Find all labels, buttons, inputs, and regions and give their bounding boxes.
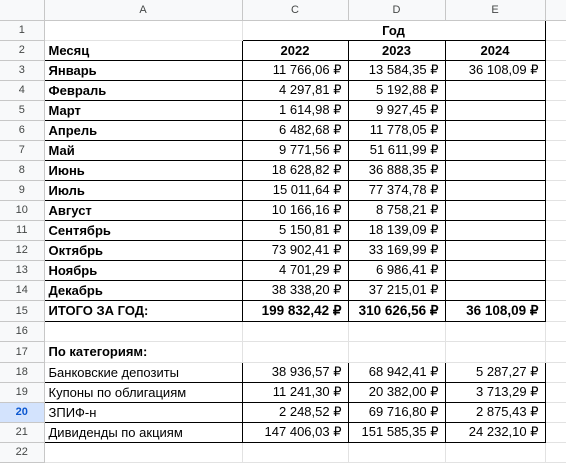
category-value-2023[interactable]: 20 382,00 ₽ bbox=[348, 382, 445, 402]
value-cell-2022[interactable]: 4 297,81 ₽ bbox=[242, 80, 348, 100]
value-cell-2022[interactable]: 4 701,29 ₽ bbox=[242, 260, 348, 280]
row-header[interactable]: 5 bbox=[0, 100, 44, 120]
value-cell-2023[interactable]: 33 169,99 ₽ bbox=[348, 240, 445, 260]
category-section-label[interactable]: По категориям: bbox=[44, 341, 242, 362]
value-cell-2022[interactable]: 15 011,64 ₽ bbox=[242, 180, 348, 200]
month-cell[interactable]: Октябрь bbox=[44, 240, 242, 260]
category-value-2024[interactable]: 3 713,29 ₽ bbox=[445, 382, 545, 402]
row-header[interactable]: 17 bbox=[0, 341, 44, 362]
empty-cell[interactable] bbox=[242, 341, 348, 362]
row-header[interactable]: 22 bbox=[0, 442, 44, 462]
month-cell[interactable]: Август bbox=[44, 200, 242, 220]
row-header-selected[interactable]: 20 bbox=[0, 402, 44, 422]
category-value-2023[interactable]: 151 585,35 ₽ bbox=[348, 422, 445, 442]
category-value-2022[interactable]: 11 241,30 ₽ bbox=[242, 382, 348, 402]
month-cell[interactable]: Апрель bbox=[44, 120, 242, 140]
row-header[interactable]: 2 bbox=[0, 40, 44, 60]
value-cell-2022[interactable]: 5 150,81 ₽ bbox=[242, 220, 348, 240]
row-header[interactable]: 1 bbox=[0, 20, 44, 40]
column-header-c[interactable]: C bbox=[242, 0, 348, 20]
value-cell-2023[interactable]: 8 758,21 ₽ bbox=[348, 200, 445, 220]
empty-cell[interactable] bbox=[445, 442, 545, 462]
row-header[interactable]: 12 bbox=[0, 240, 44, 260]
value-cell-2023[interactable]: 37 215,01 ₽ bbox=[348, 280, 445, 300]
value-cell-2022[interactable]: 10 166,16 ₽ bbox=[242, 200, 348, 220]
category-cell[interactable]: Купоны по облигациям bbox=[44, 382, 242, 402]
empty-cell[interactable] bbox=[242, 442, 348, 462]
row-header[interactable]: 11 bbox=[0, 220, 44, 240]
value-cell-2023[interactable]: 6 986,41 ₽ bbox=[348, 260, 445, 280]
value-cell-2023[interactable]: 9 927,45 ₽ bbox=[348, 100, 445, 120]
month-cell[interactable]: Май bbox=[44, 140, 242, 160]
category-value-2024[interactable]: 24 232,10 ₽ bbox=[445, 422, 545, 442]
value-cell-2024[interactable] bbox=[445, 220, 545, 240]
month-cell[interactable]: Июнь bbox=[44, 160, 242, 180]
value-cell-2024[interactable] bbox=[445, 140, 545, 160]
row-header[interactable]: 14 bbox=[0, 280, 44, 300]
category-value-2022[interactable]: 147 406,03 ₽ bbox=[242, 422, 348, 442]
total-label-cell[interactable]: ИТОГО ЗА ГОД: bbox=[44, 300, 242, 321]
value-cell-2024[interactable] bbox=[445, 200, 545, 220]
value-cell-2023[interactable]: 13 584,35 ₽ bbox=[348, 60, 445, 80]
value-cell-2022[interactable]: 18 628,82 ₽ bbox=[242, 160, 348, 180]
category-value-2023[interactable]: 68 942,41 ₽ bbox=[348, 362, 445, 382]
row-header[interactable]: 21 bbox=[0, 422, 44, 442]
value-cell-2023[interactable]: 18 139,09 ₽ bbox=[348, 220, 445, 240]
empty-cell[interactable] bbox=[348, 442, 445, 462]
value-cell-2024[interactable] bbox=[445, 240, 545, 260]
column-header-overflow bbox=[545, 0, 566, 20]
month-cell[interactable]: Июль bbox=[44, 180, 242, 200]
row-header[interactable]: 7 bbox=[0, 140, 44, 160]
value-cell-2022[interactable]: 11 766,06 ₽ bbox=[242, 60, 348, 80]
category-value-2024[interactable]: 5 287,27 ₽ bbox=[445, 362, 545, 382]
total-cell-2023[interactable]: 310 626,56 ₽ bbox=[348, 300, 445, 321]
empty-cell[interactable] bbox=[348, 341, 445, 362]
value-cell-2023[interactable]: 11 778,05 ₽ bbox=[348, 120, 445, 140]
month-cell[interactable]: Ноябрь bbox=[44, 260, 242, 280]
category-cell[interactable]: Дивиденды по акциям bbox=[44, 422, 242, 442]
row-header[interactable]: 3 bbox=[0, 60, 44, 80]
total-cell-2022[interactable]: 199 832,42 ₽ bbox=[242, 300, 348, 321]
value-cell-2024[interactable]: 36 108,09 ₽ bbox=[445, 60, 545, 80]
month-cell[interactable]: Декабрь bbox=[44, 280, 242, 300]
category-value-2022[interactable]: 2 248,52 ₽ bbox=[242, 402, 348, 422]
total-cell-2024[interactable]: 36 108,09 ₽ bbox=[445, 300, 545, 321]
month-cell[interactable]: Март bbox=[44, 100, 242, 120]
empty-cell[interactable] bbox=[445, 321, 545, 341]
year-2024-header-cell[interactable]: 2024 bbox=[445, 40, 545, 60]
category-value-2024[interactable]: 2 875,43 ₽ bbox=[445, 402, 545, 422]
value-cell-2023[interactable]: 51 611,99 ₽ bbox=[348, 140, 445, 160]
category-value-2022[interactable]: 38 936,57 ₽ bbox=[242, 362, 348, 382]
empty-cell[interactable] bbox=[242, 321, 348, 341]
value-cell-2022[interactable]: 6 482,68 ₽ bbox=[242, 120, 348, 140]
row-header[interactable]: 16 bbox=[0, 321, 44, 341]
row-header[interactable]: 19 bbox=[0, 382, 44, 402]
value-cell-2022[interactable]: 9 771,56 ₽ bbox=[242, 140, 348, 160]
cell-a1[interactable] bbox=[44, 20, 242, 40]
month-cell[interactable]: Февраль bbox=[44, 80, 242, 100]
month-header-cell[interactable]: Месяц bbox=[44, 40, 242, 60]
category-cell[interactable]: ЗПИФ-н bbox=[44, 402, 242, 422]
year-header-cell[interactable]: Год bbox=[242, 20, 545, 40]
row-header[interactable]: 8 bbox=[0, 160, 44, 180]
value-cell-2022[interactable]: 38 338,20 ₽ bbox=[242, 280, 348, 300]
row-header[interactable]: 13 bbox=[0, 260, 44, 280]
empty-cell[interactable] bbox=[44, 321, 242, 341]
row-header[interactable]: 10 bbox=[0, 200, 44, 220]
year-2023-header-cell[interactable]: 2023 bbox=[348, 40, 445, 60]
value-cell-2024[interactable] bbox=[445, 260, 545, 280]
row-header[interactable]: 9 bbox=[0, 180, 44, 200]
value-cell-2024[interactable] bbox=[445, 80, 545, 100]
row-header[interactable]: 4 bbox=[0, 80, 44, 100]
row-header[interactable]: 18 bbox=[0, 362, 44, 382]
value-cell-2022[interactable]: 73 902,41 ₽ bbox=[242, 240, 348, 260]
empty-cell[interactable] bbox=[348, 321, 445, 341]
value-cell-2023[interactable]: 77 374,78 ₽ bbox=[348, 180, 445, 200]
empty-cell[interactable] bbox=[445, 341, 545, 362]
empty-cell[interactable] bbox=[44, 442, 242, 462]
value-cell-2024[interactable] bbox=[445, 180, 545, 200]
value-cell-2024[interactable] bbox=[445, 120, 545, 140]
value-cell-2024[interactable] bbox=[445, 100, 545, 120]
year-2022-header-cell[interactable]: 2022 bbox=[242, 40, 348, 60]
select-all-corner[interactable] bbox=[0, 0, 44, 20]
column-header-a[interactable]: A bbox=[44, 0, 242, 20]
value-cell-2024[interactable] bbox=[445, 280, 545, 300]
month-cell[interactable]: Сентябрь bbox=[44, 220, 242, 240]
value-cell-2022[interactable]: 1 614,98 ₽ bbox=[242, 100, 348, 120]
row-header[interactable]: 6 bbox=[0, 120, 44, 140]
row-header[interactable]: 15 bbox=[0, 300, 44, 321]
category-cell[interactable]: Банковские депозиты bbox=[44, 362, 242, 382]
column-header-e[interactable]: E bbox=[445, 0, 545, 20]
column-header-d[interactable]: D bbox=[348, 0, 445, 20]
category-value-2023[interactable]: 69 716,80 ₽ bbox=[348, 402, 445, 422]
value-cell-2023[interactable]: 36 888,35 ₽ bbox=[348, 160, 445, 180]
value-cell-2023[interactable]: 5 192,88 ₽ bbox=[348, 80, 445, 100]
value-cell-2024[interactable] bbox=[445, 160, 545, 180]
month-cell[interactable]: Январь bbox=[44, 60, 242, 80]
